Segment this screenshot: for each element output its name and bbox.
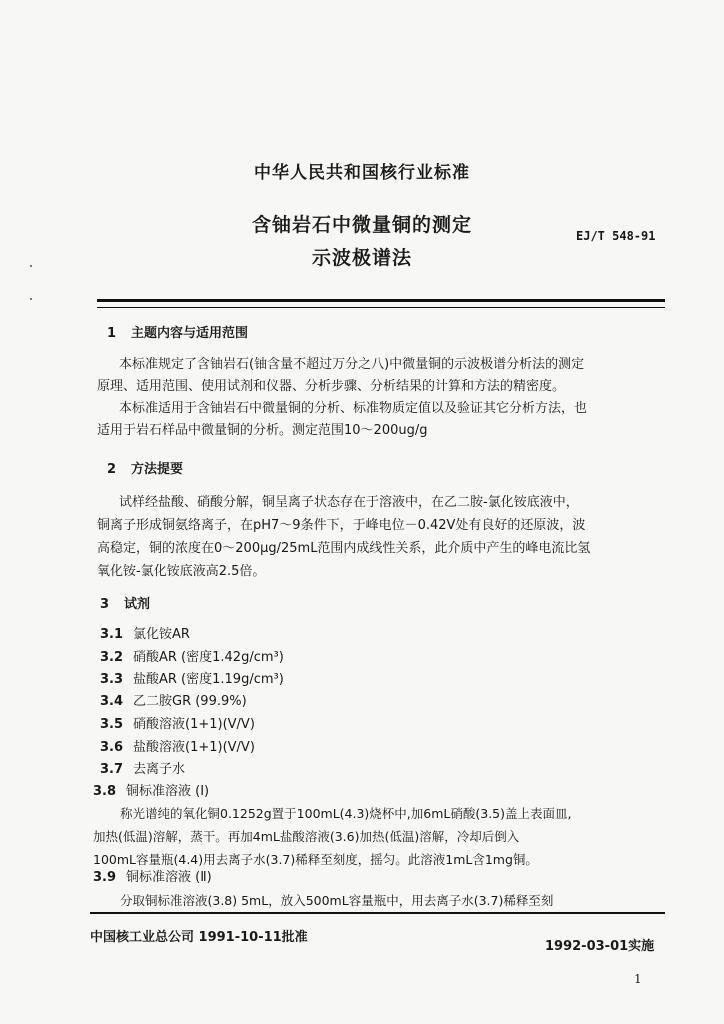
- paragraph-line: 氧化铵-氯化铵底液高2.5倍。: [97, 564, 266, 579]
- standard-type: 中华人民共和国核行业标准: [254, 163, 470, 183]
- list-item: 3.8 铜标准溶液 (Ⅰ): [93, 784, 210, 799]
- section-heading: 3 试剂: [100, 597, 151, 612]
- section-heading: 2 方法提要: [107, 462, 184, 477]
- standard-code: EJ/T 548-91: [576, 229, 656, 243]
- list-item: 3.6 盐酸溶液(1+1)(V/V): [100, 740, 255, 755]
- scan-speck: [30, 298, 32, 300]
- section-heading: 1 主题内容与适用范围: [107, 326, 249, 341]
- paragraph-line: 本标准适用于含铀岩石中微量铜的分析、标准物质定值以及验证其它分析方法，也: [119, 401, 588, 416]
- page-number: 1: [634, 972, 642, 986]
- document-subtitle: 示波极谱法: [311, 247, 412, 269]
- paragraph-line: 加热(低温)溶解，蒸干。再加4mL盐酸溶液(3.6)加热(低温)溶解，冷却后倒入: [93, 829, 520, 844]
- paragraph-line: 分取铜标准溶液(3.8) 5mL，放入500mL容量瓶中，用去离子水(3.7)稀释至刻: [120, 893, 554, 908]
- paragraph-line: 本标准规定了含铀岩石(铀含量不超过万分之八)中微量铜的示波极谱分析法的测定: [119, 357, 585, 372]
- document-title: 含铀岩石中微量铜的测定: [251, 214, 472, 236]
- scan-speck: [30, 265, 32, 267]
- list-item: 3.9 铜标准溶液 (Ⅱ): [93, 870, 212, 885]
- footer-rule: [90, 912, 665, 914]
- paragraph-line: 铜离子形成铜氨络离子，在pH7～9条件下，于峰电位－0.42V处有良好的还原波，波: [97, 518, 586, 533]
- list-item: 3.2 硝酸AR (密度1.42g/cm³): [100, 650, 284, 665]
- list-item: 3.3 盐酸AR (密度1.19g/cm³): [100, 672, 284, 687]
- issued-by: 中国核工业总公司 1991-10-11批准: [90, 930, 308, 945]
- list-item: 3.7 去离子水: [100, 762, 186, 777]
- paragraph-line: 原理、适用范围、使用试剂和仪器、分析步骤、分析结果的计算和方法的精密度。: [97, 379, 566, 394]
- list-item: 3.4 乙二胺GR (99.9%): [100, 694, 247, 709]
- paragraph-line: 试样经盐酸、硝酸分解，铜呈离子状态存在于溶液中，在乙二胺-氯化铵底液中，: [119, 495, 579, 510]
- paragraph-line: 适用于岩石样品中微量铜的分析。测定范围10～200ug/g: [97, 423, 428, 438]
- effective-date: 1992-03-01实施: [545, 939, 655, 954]
- paragraph-line: 高稳定，铜的浓度在0～200μg/25mL范围内成线性关系，此介质中产生的峰电流比氢: [97, 541, 591, 556]
- header-rule: [97, 299, 665, 302]
- list-item: 3.5 硝酸溶液(1+1)(V/V): [100, 717, 255, 732]
- header-rule-thin: [97, 307, 665, 308]
- list-item: 3.1 氯化铵AR: [100, 627, 190, 642]
- paragraph-line: 称光谱纯的氧化铜0.1252g置于100mL(4.3)烧杯中,加6mL硝酸(3.5)盖上表面皿,: [120, 806, 572, 821]
- paragraph-line: 100mL容量瓶(4.4)用去离子水(3.7)稀释至刻度，摇匀。此溶液1mL含1mg铜。: [93, 852, 538, 867]
